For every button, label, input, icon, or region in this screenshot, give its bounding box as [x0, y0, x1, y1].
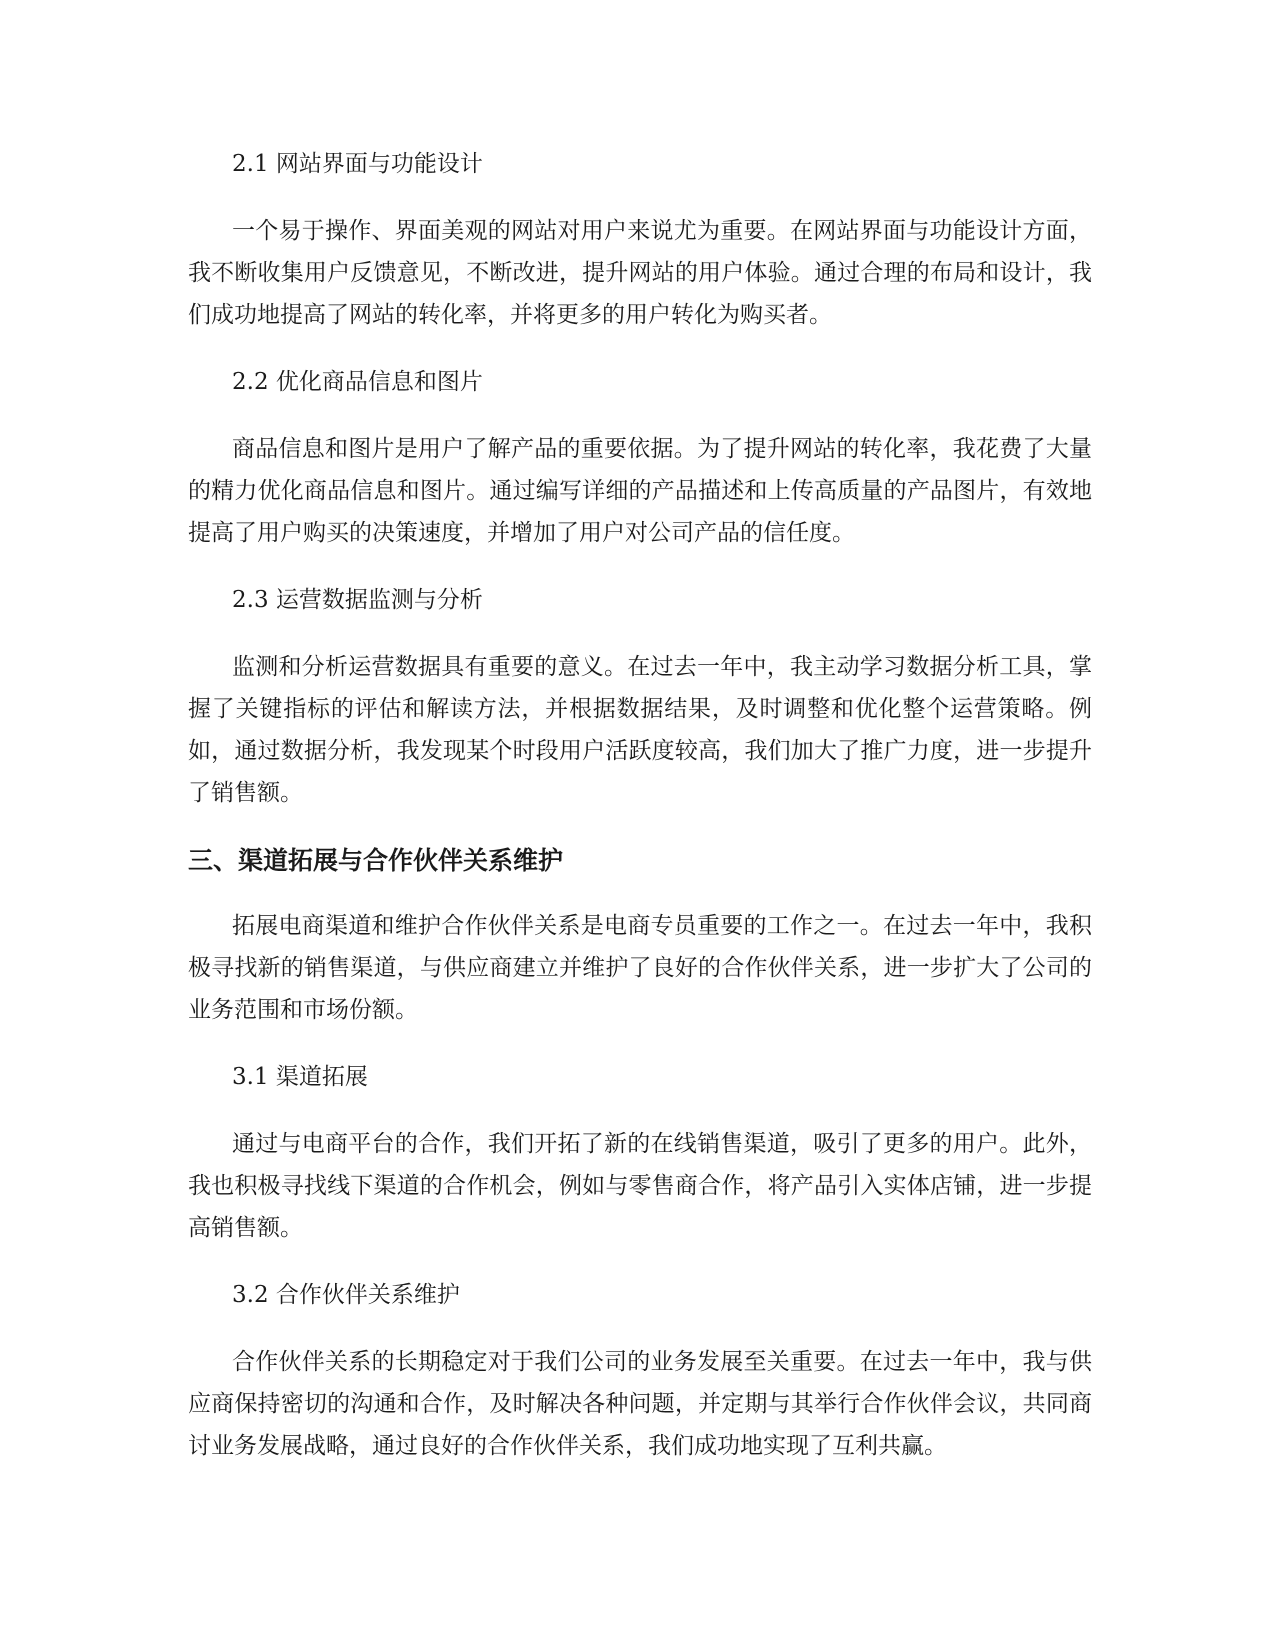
document-body — [188, 143, 1092, 1492]
paragraph-3: 拓展电商渠道和维护合作伙伴关系是电商专员重要的工作之一。在过去一年中，我积极寻找新的销售渠道，与供应商建立并维护了良好的合作伙伴关系，进一步扩大了公司的业务范围和市场份额。 — [188, 913, 1092, 1023]
paragraph-2-2: 商品信息和图片是用户了解产品的重要依据。为了提升网站的转化率，我花费了大量的精力优化商品信息和图片。通过编写详细的产品描述和上传高质量的产品图片，有效地提高了用户购买的决策速度，并增加了用户对公司产品的信任度。 — [188, 436, 1092, 546]
subsection-title-2-1: 2.1 网站界面与功能设计 — [232, 151, 483, 177]
subsection-title-3-1: 3.1 渠道拓展 — [232, 1064, 368, 1090]
paragraph-2-3: 监测和分析运营数据具有重要的意义。在过去一年中，我主动学习数据分析工具，掌握了关键指标的评估和解读方法，并根据数据结果，及时调整和优化整个运营策略。例如，通过数据分析，我发现某个时段用户活跃度较高，我们加大了推广力度，进一步提升了销售额。 — [188, 654, 1092, 806]
paragraph-3-2: 合作伙伴关系的长期稳定对于我们公司的业务发展至关重要。在过去一年中，我与供应商保持密切的沟通和合作，及时解决各种问题，并定期与其举行合作伙伴会议，共同商讨业务发展战略，通过良好的合作伙伴关系，我们成功地实现了互利共赢。 — [188, 1349, 1092, 1459]
paragraph-2-1: 一个易于操作、界面美观的网站对用户来说尤为重要。在网站界面与功能设计方面，我不断收集用户反馈意见，不断改进，提升网站的用户体验。通过合理的布局和设计，我们成功地提高了网站的转化率，并将更多的用户转化为购买者。 — [188, 218, 1092, 328]
subsection-title-2-3: 2.3 运营数据监测与分析 — [232, 587, 483, 613]
section-heading-3: 三、渠道拓展与合作伙伴关系维护 — [188, 846, 564, 875]
subsection-title-2-2: 2.2 优化商品信息和图片 — [232, 369, 483, 395]
paragraph-3-1: 通过与电商平台的合作，我们开拓了新的在线销售渠道，吸引了更多的用户。此外，我也积极寻找线下渠道的合作机会，例如与零售商合作，将产品引入实体店铺，进一步提高销售额。 — [188, 1131, 1092, 1241]
subsection-title-3-2: 3.2 合作伙伴关系维护 — [232, 1282, 460, 1308]
